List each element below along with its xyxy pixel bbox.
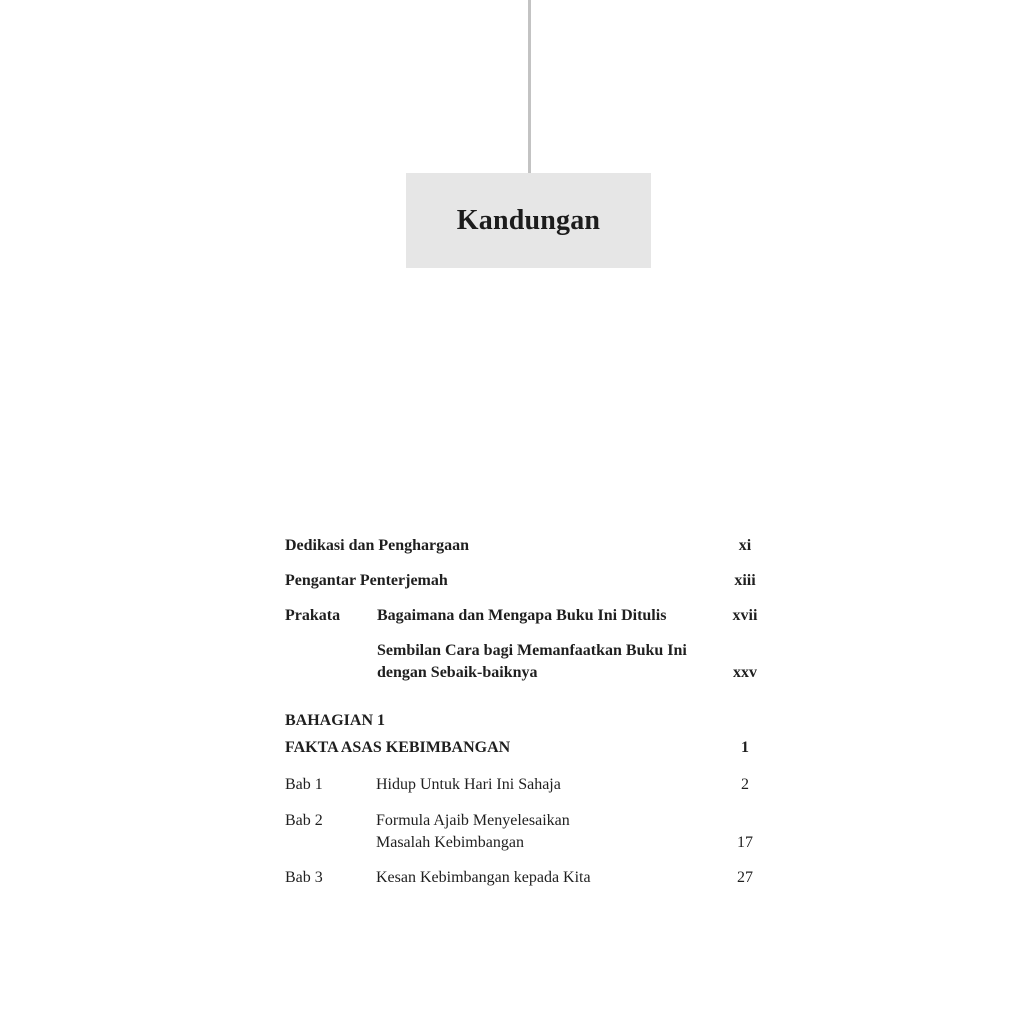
toc-entry-title: Bagaimana dan Mengapa Buku Ini Ditulis bbox=[377, 607, 667, 624]
toc-entry-title bbox=[377, 640, 727, 684]
toc-entry-page: xvii bbox=[732, 607, 758, 624]
toc-entry-page: 1 bbox=[741, 739, 749, 756]
chapter-title: Kesan Kebimbangan kepada Kita bbox=[376, 869, 591, 886]
chapter-label: Bab 1 bbox=[285, 776, 323, 793]
toc-entry-page: 27 bbox=[737, 869, 753, 886]
toc-entry-title: Pengantar Penterjemah bbox=[285, 572, 448, 589]
toc-section-label: Prakata bbox=[285, 607, 341, 624]
page-title: Kandungan bbox=[456, 204, 601, 236]
chapter-title bbox=[376, 810, 726, 854]
chapter-title-line1: Formula Ajaib Menyelesaikan bbox=[376, 812, 570, 829]
toc-entry-title-line2: dengan Sebaik-baiknya bbox=[377, 664, 538, 681]
chapter-label: Bab 2 bbox=[285, 812, 323, 829]
toc-entry-page: 2 bbox=[741, 776, 749, 793]
part-label: BAHAGIAN 1 bbox=[285, 712, 386, 729]
chapter-title-line2: Masalah Kebimbangan bbox=[376, 834, 524, 851]
toc-entry-page: 17 bbox=[737, 834, 753, 851]
toc-entry-title: Dedikasi dan Penghargaan bbox=[285, 537, 470, 554]
part-title: FAKTA ASAS KEBIMBANGAN bbox=[285, 739, 511, 756]
chapter-title: Hidup Untuk Hari Ini Sahaja bbox=[376, 776, 561, 793]
toc-entry-page: xiii bbox=[734, 572, 756, 589]
chapter-label: Bab 3 bbox=[285, 869, 323, 886]
toc-entry-page: xxv bbox=[733, 664, 757, 681]
table-of-contents bbox=[285, 0, 770, 1024]
toc-entry-title-line1: Sembilan Cara bagi Memanfaatkan Buku Ini bbox=[377, 642, 687, 659]
toc-entry-page: xi bbox=[738, 537, 752, 554]
